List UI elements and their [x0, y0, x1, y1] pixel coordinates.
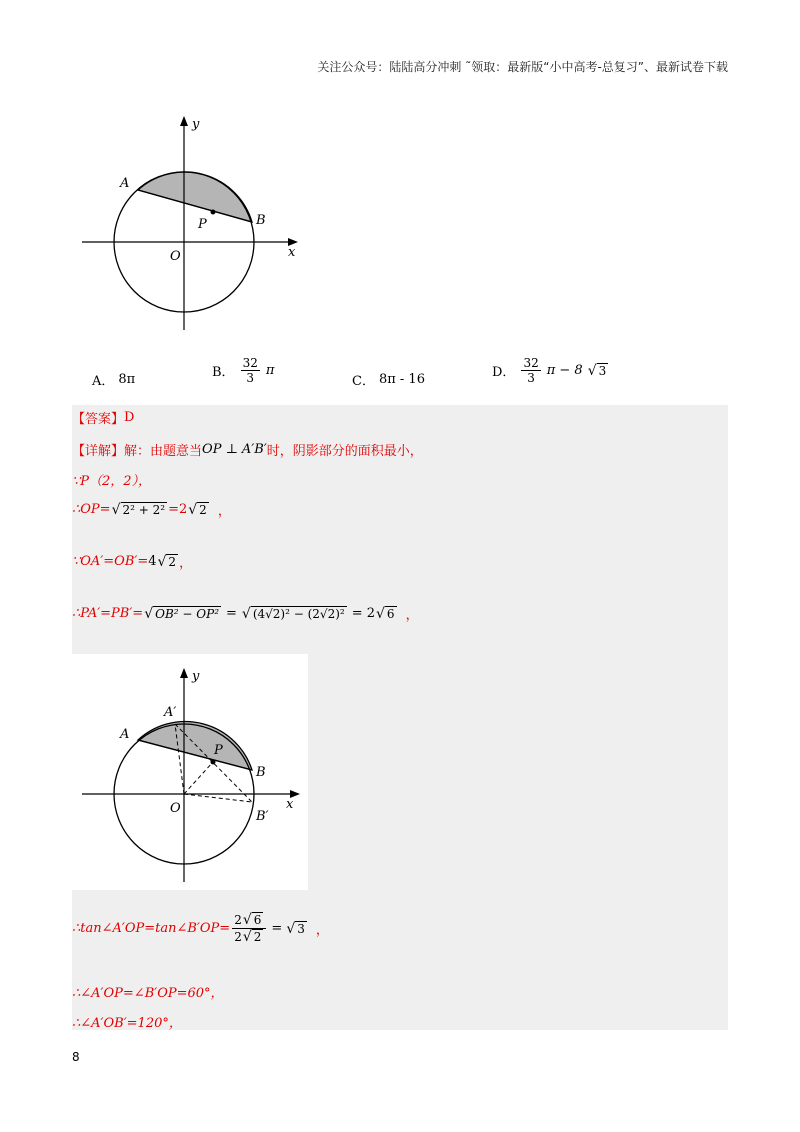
sqrt: √ 3 [286, 920, 305, 937]
fraction: $\frac{32}{3}$ [242, 356, 258, 385]
y-axis-arrow [180, 116, 188, 126]
label-p: P [214, 743, 223, 758]
label-b: B [256, 765, 266, 780]
line-op: ∴OP= √ 2² + 2² =2 √ 2 ， [72, 501, 231, 519]
label-b: B [256, 213, 266, 228]
page-number: 8 [72, 1050, 80, 1064]
point-p [211, 210, 216, 215]
choice-d[interactable]: D． $\frac{32}{3}$ π − 8 √ 3 [492, 356, 607, 385]
label-x: x [288, 245, 296, 260]
label-p: P [198, 217, 207, 232]
answer-choices [0, 350, 800, 400]
line-p-coordinate: ∵P（2，2）， [72, 474, 152, 489]
sqrt: √ 2 [157, 553, 177, 570]
sqrt: √ 6 [376, 605, 395, 622]
circle-figure-1 [76, 112, 306, 342]
label-a: A [120, 727, 130, 742]
circle-figure-2 [72, 654, 308, 890]
line-angle: ∴∠A′OP=∠B′OP=60°， [72, 986, 224, 1001]
sqrt: √ 3 [587, 362, 607, 379]
y-axis-arrow [180, 668, 188, 678]
label-x: x [286, 797, 294, 812]
line-oa: ∵OA′=OB′= 4 √ 2 ， [72, 553, 193, 571]
dashed-o-p [184, 762, 213, 794]
shaded-segment [138, 172, 252, 222]
point-p [211, 760, 216, 765]
label-a-prime: A′ [164, 705, 177, 720]
choice-a[interactable]: A． 8π [92, 372, 136, 389]
answer-line: 【答案】 D [72, 410, 135, 427]
sqrt: √ 2 [188, 501, 207, 518]
label-o: O [170, 249, 181, 264]
fraction: $\frac{32}{3}$ [523, 356, 539, 385]
line-tan: ∴tan∠A′OP=tan∠B′OP= 2 √ 6 2 √ 2 = √ 3 ， [72, 912, 329, 945]
choice-c[interactable]: C． 8π - 16 [352, 372, 425, 389]
sqrt: √ (4√2)² − (2√2)² [241, 605, 345, 622]
label-y: y [192, 669, 200, 684]
line-pa: ∴PA′=PB′= √ OB² − OP² = √ (4√2)² − (2√2)² = 2 √ 6 ， [72, 605, 419, 623]
label-a: A [120, 176, 130, 191]
page-header: 关注公众号：陆陆高分冲刺 ˜领取：最新版“小中高考-总复习”、最新试卷下载 [317, 60, 728, 74]
label-o: O [170, 801, 181, 816]
label-b-prime: B′ [256, 809, 269, 824]
sqrt: √ OB² − OP² [144, 605, 219, 622]
detail-line: 【详解】 解：由题意当 OP ⊥ A′B′ 时，阴影部分的面积最小， [72, 442, 423, 459]
figure-2-container [72, 654, 308, 890]
label-y: y [192, 117, 200, 132]
fraction: 2 √ 6 2 √ 2 [232, 912, 266, 945]
line-angle-2: ∴∠A′OB′=120°， [72, 1016, 182, 1031]
dashed-o-b2 [184, 794, 252, 802]
sqrt: √ 2² + 2² [111, 501, 166, 518]
choice-b[interactable]: B． $\frac{32}{3}$ π [212, 356, 275, 385]
